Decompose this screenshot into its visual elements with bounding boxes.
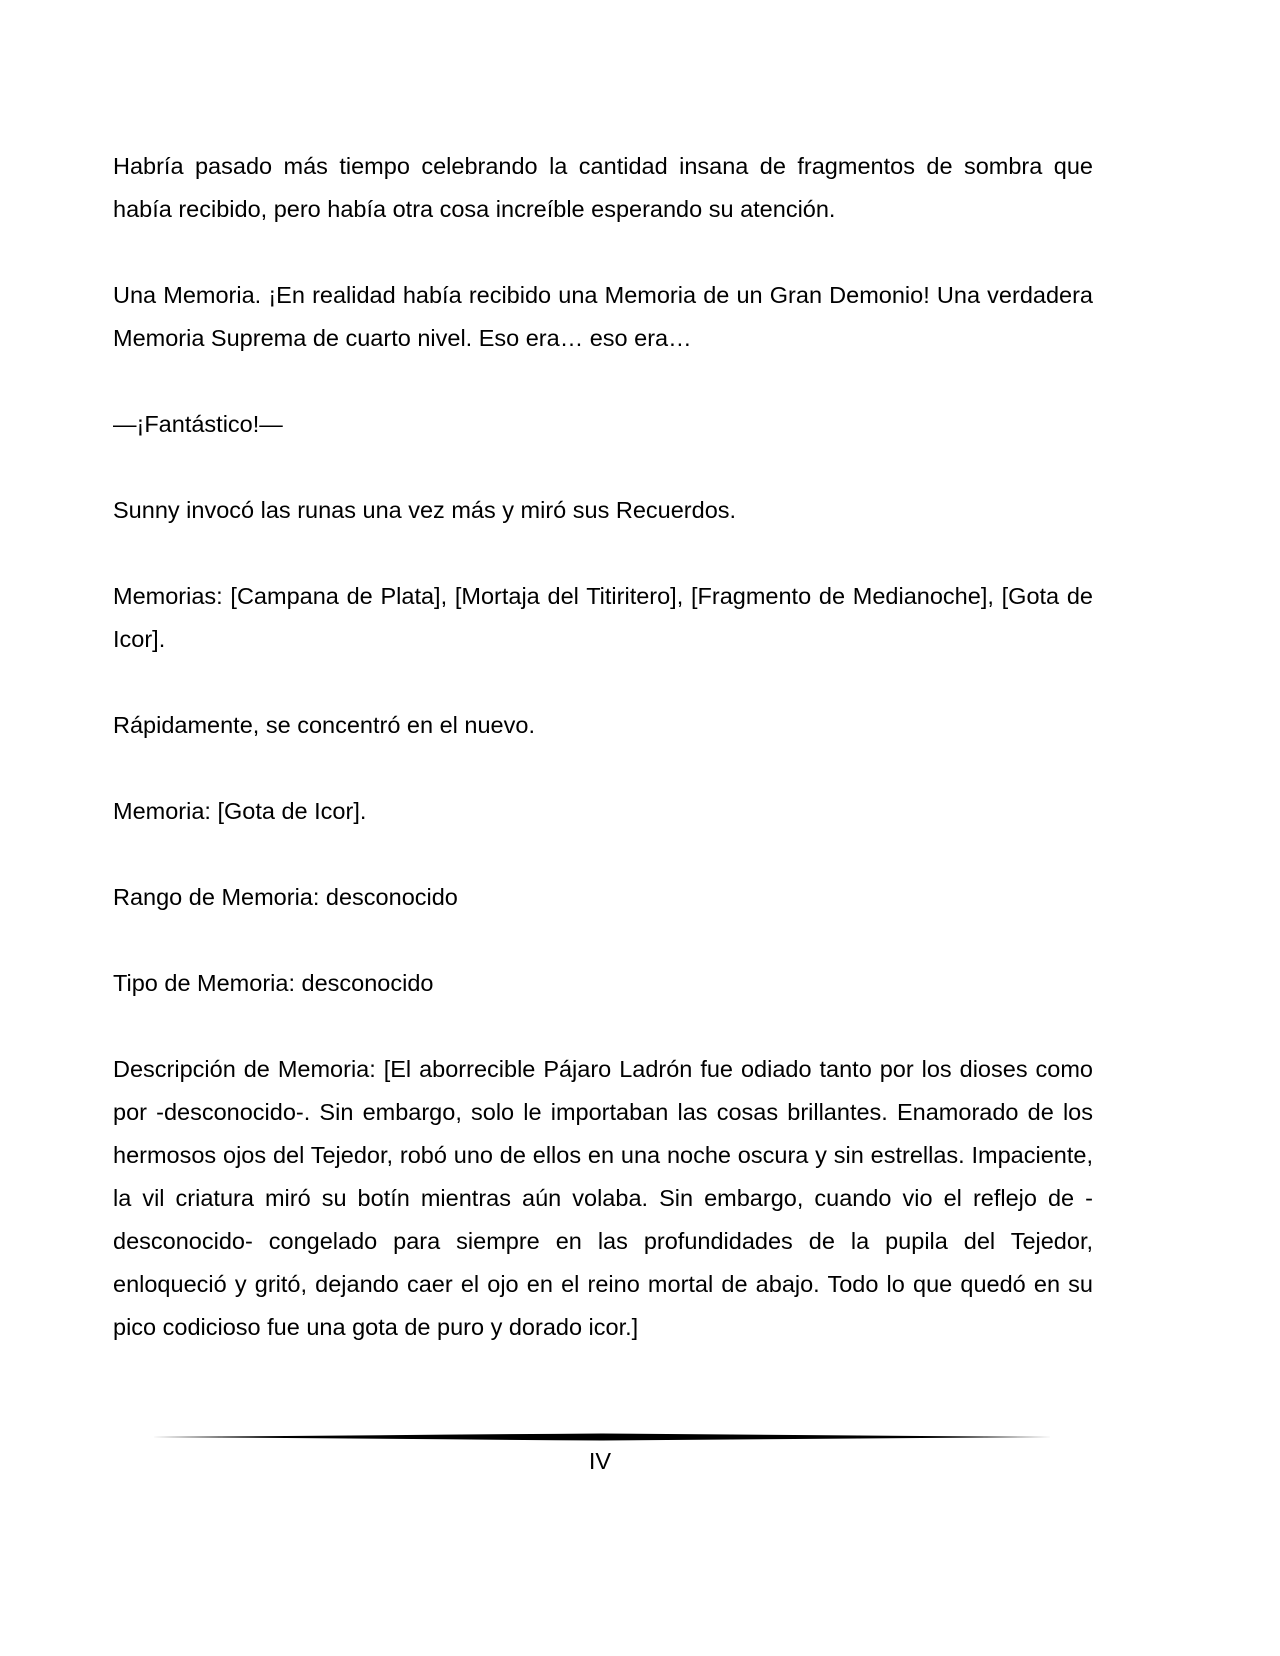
text-body — [113, 145, 1093, 1349]
paragraph-5: Memorias: [Campana de Plata], [Mortaja del Titiritero], [Fragmento de Medianoche], [Gota de Icor]. — [113, 583, 1093, 652]
paragraph-2: Una Memoria. ¡En realidad había recibido una Memoria de un Gran Demonio! Una verdadera Memoria Suprema de cuarto nivel. Eso era… eso era… — [113, 282, 1093, 351]
paragraph-7: Memoria: [Gota de Icor]. — [113, 798, 367, 824]
page-number: IV — [588, 1448, 612, 1474]
paragraph-4: Sunny invocó las runas una vez más y miró sus Recuerdos. — [113, 497, 737, 523]
paragraph-10: Descripción de Memoria: [El aborrecible Pájaro Ladrón fue odiado tanto por los dioses como por -desconocido-. Sin embargo, solo le importaban las cosas brillantes. Enamorado de los hermosos ojos del Tejedor, robó uno de ellos en una noche oscura y sin estrellas. Impaciente, la vil criatura miró su botín mientras aún volaba. Sin embargo, cuando vio el reflejo de -desconocido- congelado para siempre en las profundidades de la pupila del Tejedor, enloqueció y gritó, dejando caer el ojo en el reino mortal de abajo. Todo lo que quedó en su pico codicioso fue una gota de puro y dorado icor.] — [113, 1056, 1093, 1340]
paragraph-9: Tipo de Memoria: desconocido — [113, 970, 434, 996]
paragraph-8: Rango de Memoria: desconocido — [113, 884, 458, 910]
paragraph-6: Rápidamente, se concentró en el nuevo. — [113, 712, 535, 738]
paragraph-3: —¡Fantástico!— — [113, 411, 283, 437]
divider-shape — [152, 1434, 1052, 1441]
paragraph-1: Habría pasado más tiempo celebrando la cantidad insana de fragmentos de sombra que había recibido, pero había otra cosa increíble esperando su atención. — [113, 153, 1093, 222]
tapered-divider-line — [152, 1430, 1052, 1444]
